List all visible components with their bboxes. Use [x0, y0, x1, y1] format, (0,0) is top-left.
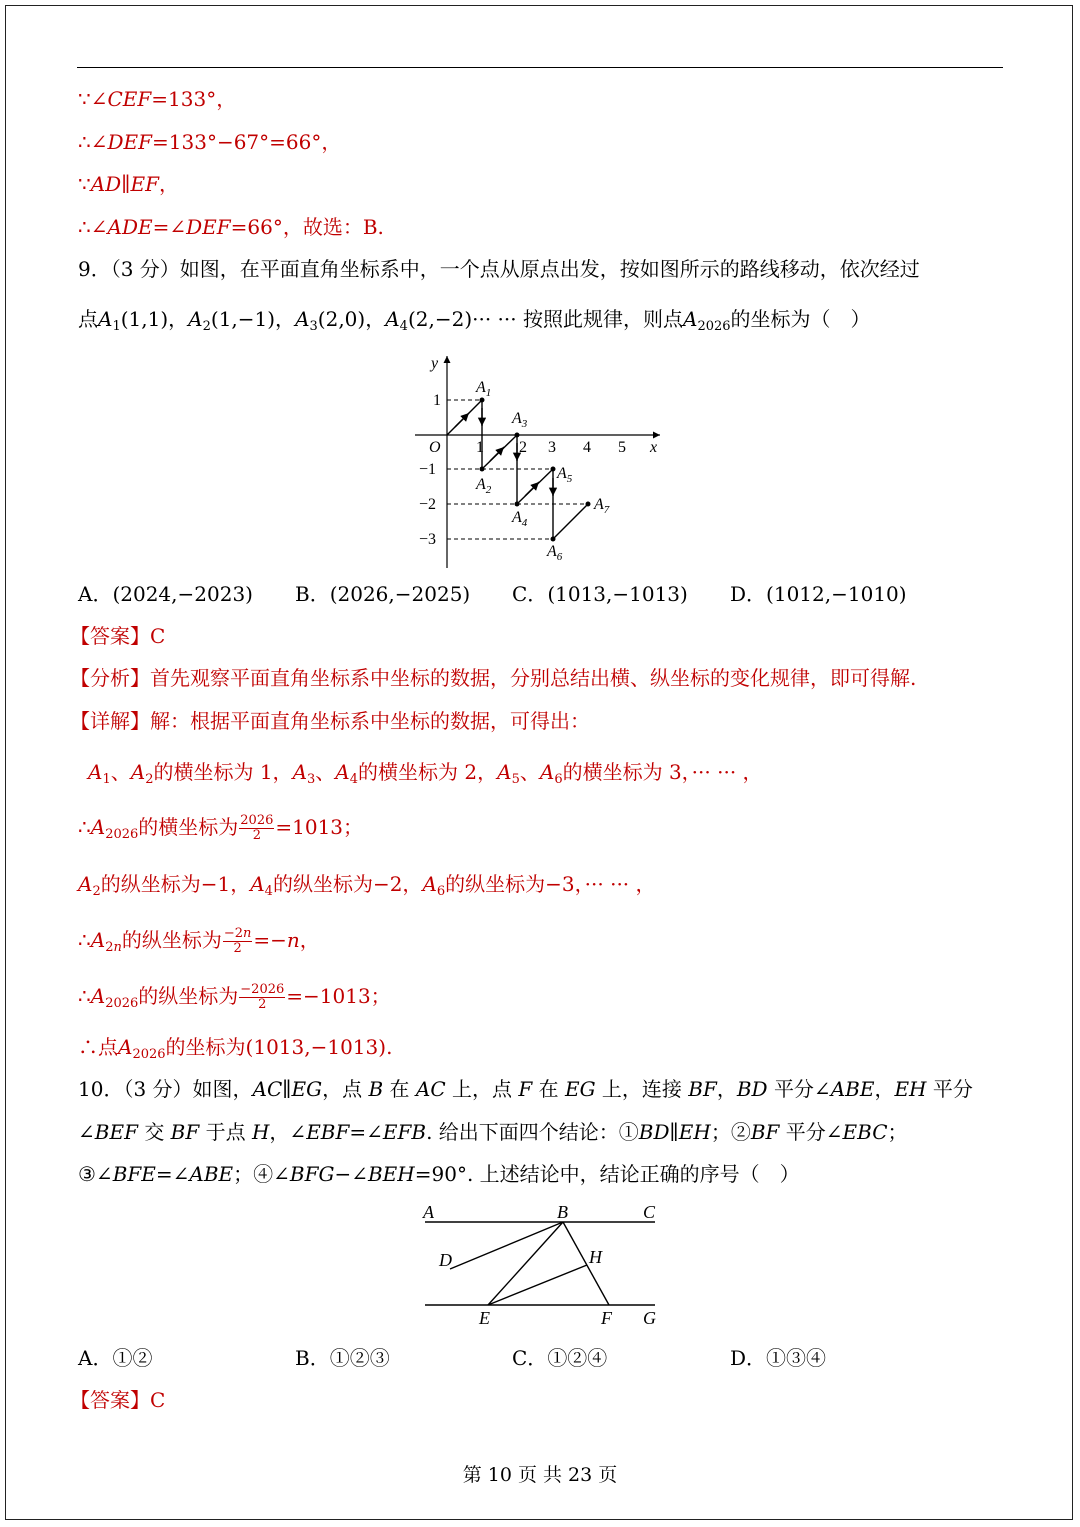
segment-name: EG [291, 1077, 323, 1101]
text: 点 [98, 1035, 118, 1059]
parallel-symbol: ∥ [669, 1120, 679, 1144]
text: ， [158, 172, 179, 196]
numerator-variable: n [243, 926, 252, 941]
y-tick-label: −1 [419, 461, 437, 478]
x-tick-label: 5 [618, 439, 626, 456]
x-tick-label: 1 [476, 439, 484, 456]
path-arrows [455, 408, 553, 496]
fraction [239, 983, 285, 1012]
numerator [223, 927, 253, 942]
angle-name: CEF [107, 87, 152, 111]
subscript: 3 [309, 319, 318, 334]
point-name: A [539, 760, 555, 784]
segment-name: AC [252, 1077, 283, 1101]
angle-symbol: ∠ [90, 87, 108, 111]
subscript: 1 [112, 319, 121, 334]
option-text: (2024,−2023) [112, 582, 253, 606]
option-text: ①②③ [329, 1346, 390, 1370]
subscript: 6 [436, 884, 446, 899]
q10-answer [70, 1387, 165, 1413]
text: ， [716, 1077, 737, 1101]
angle-name: EBF [306, 1120, 350, 1144]
coordinate: (1,1)， [120, 307, 189, 331]
text: 平分∠ [785, 1120, 843, 1144]
text: 的横坐标为 [138, 815, 239, 839]
angle-name: DEF [107, 130, 153, 154]
text: =∠ [349, 1120, 383, 1144]
option-letter: B． [295, 582, 330, 606]
q9-analysis [70, 665, 916, 691]
segment-eh [488, 1265, 587, 1305]
text: 、 [110, 760, 131, 784]
point-name: A [188, 307, 203, 331]
subscript: 1 [102, 772, 111, 787]
label-c: C [643, 1202, 656, 1222]
denominator: 2 [258, 997, 267, 1012]
detail-text: 解：根据平面直角坐标系中坐标的数据，可得出： [150, 709, 590, 733]
subscript: 6 [554, 772, 563, 787]
angle-name: ABE [830, 1077, 875, 1101]
segment-name: AD [90, 172, 122, 196]
therefore-symbol: ∴ [78, 130, 91, 154]
y-tick-label: 1 [433, 392, 441, 409]
therefore-symbol: ∴ [78, 984, 91, 1008]
text: 的纵坐标为 [121, 928, 222, 952]
label-h: H [589, 1247, 602, 1267]
angle-name: BFE [112, 1162, 156, 1186]
option-letter: B． [295, 1346, 330, 1370]
segment-be [488, 1222, 563, 1305]
point-name: A [250, 872, 265, 896]
prev-solution-line-4 [78, 214, 384, 240]
angle-name: EBC [842, 1120, 888, 1144]
subscript: 4 [349, 772, 359, 787]
text: ；④∠ [233, 1162, 290, 1186]
therefore-symbol: ∴ [78, 815, 91, 839]
x-tick-label: 2 [519, 439, 527, 456]
segment-name: AC [415, 1077, 446, 1101]
segment-name: BD [736, 1077, 768, 1101]
point-name: A [130, 760, 146, 784]
point-name: A [118, 1035, 133, 1059]
variable: n [286, 928, 300, 952]
option-letter: C． [512, 1346, 548, 1370]
point-label-a3: $A_3$ [512, 410, 528, 430]
point-name: A [295, 307, 310, 331]
option-text: (2026,−2025) [329, 582, 471, 606]
subscript: 4 [264, 884, 273, 899]
y-tick-label: −2 [419, 496, 437, 513]
point-name: H [251, 1120, 270, 1144]
q10-option-d[interactable] [730, 1345, 826, 1371]
q9-option-c[interactable] [512, 581, 688, 607]
q9-option-a[interactable] [78, 581, 253, 607]
angle-symbol: ∠ [90, 130, 108, 154]
text: ，点 [322, 1077, 363, 1101]
x-tick-label: 4 [583, 439, 591, 456]
angle-name: BFG [289, 1162, 335, 1186]
answer-tag: 【答案】 [70, 1388, 150, 1412]
coordinate: (2,−2)··· ··· [407, 307, 517, 331]
subscript [105, 940, 122, 955]
q9-stem-line-1: 9．（3 分）如图，在平面直角坐标系中，一个点从原点出发，按如图所示的路线移动，依次经过 [78, 257, 920, 281]
angle-symbol: ∠ [78, 1120, 95, 1144]
because-symbol: ∵ [78, 87, 91, 111]
q10-stem-line-2 [78, 1119, 908, 1145]
option-letter: A． [78, 1346, 113, 1370]
text: 的纵坐标为 [138, 984, 239, 1008]
q10-option-a[interactable] [78, 1345, 152, 1371]
text: 、 [519, 760, 540, 784]
point-name: A [88, 760, 103, 784]
text: 点 [78, 307, 98, 331]
angle-name: DEF [186, 215, 231, 239]
y-tick-label: −3 [419, 531, 437, 548]
angle-symbol: ∠ [169, 215, 187, 239]
prev-solution-line-2 [78, 129, 341, 155]
label-a: A [423, 1202, 434, 1222]
text: =90°. 上述结论中，结论正确的序号（ ） [414, 1162, 800, 1186]
numerator-number: −2 [223, 926, 244, 941]
option-letter: A． [78, 582, 113, 606]
text: =− [253, 928, 287, 952]
subscript: 2026 [105, 996, 139, 1011]
text: =∠ [155, 1162, 190, 1186]
subscript: 2 [145, 772, 154, 787]
subscript-number: 2 [105, 940, 114, 955]
text: 的纵坐标为−3，··· ··· ， [445, 872, 656, 896]
text: . 给出下面四个结论：① [426, 1120, 639, 1144]
segment-bf [563, 1222, 609, 1305]
point-label-a1: $A_1$ [476, 379, 492, 399]
subscript: 2 [202, 319, 211, 334]
angle-symbol: ∠ [90, 215, 108, 239]
q9-detail [70, 708, 590, 734]
label-d: D [439, 1250, 452, 1270]
text: 上，点 [452, 1077, 512, 1101]
denominator: 2 [233, 941, 242, 956]
text: 、 [315, 760, 336, 784]
subscript: 2026 [105, 827, 139, 842]
segment-bd [450, 1222, 563, 1269]
point-name: A [90, 815, 106, 839]
text: −∠ [334, 1162, 368, 1186]
point-name: A [292, 760, 308, 784]
q9-step-4 [78, 927, 320, 956]
text: 平分∠ [773, 1077, 831, 1101]
subscript-variable: n [113, 940, 122, 955]
x-axis-label: x [650, 439, 658, 456]
text: 的横坐标为 1， [153, 760, 293, 784]
text: =133°， [151, 87, 237, 111]
option-text: ①③④ [766, 1346, 827, 1370]
subscript: 2026 [697, 319, 731, 334]
text: ， [299, 928, 320, 952]
text: =1013； [275, 815, 364, 839]
text: 的纵坐标为−1， [100, 872, 251, 896]
text: 10．（3 分）如图， [78, 1077, 253, 1101]
segment-name: EF [130, 172, 159, 196]
text: ③∠ [78, 1162, 113, 1186]
coordinate: (1,−1)， [210, 307, 296, 331]
prev-solution-line-1 [78, 86, 236, 112]
q9-step-2 [78, 814, 363, 843]
numerator: −2026 [240, 982, 285, 997]
point-name: A [385, 307, 400, 331]
point-name: A [90, 984, 106, 1008]
therefore-symbol: ∴ [78, 1035, 98, 1059]
q9-step-1 [88, 759, 763, 785]
origin-label: O [429, 439, 441, 456]
option-letter: D． [730, 1346, 767, 1370]
option-text: (1013,−1013) [547, 582, 688, 606]
point-name: A [90, 928, 106, 952]
point-name: A [335, 760, 350, 784]
prev-solution-line-3 [78, 171, 179, 197]
point-name: A [78, 872, 93, 896]
segment-name: BD [638, 1120, 670, 1144]
text: ，∠ [269, 1120, 307, 1144]
label-g: G [643, 1308, 656, 1328]
q10-parallel-lines-figure [415, 1198, 675, 1330]
point-name: A [98, 307, 113, 331]
angle-name: BEH [367, 1162, 415, 1186]
denominator: 2 [252, 828, 261, 843]
parallel-symbol: ∥ [282, 1077, 292, 1101]
point-name: F [518, 1077, 533, 1101]
point-name: A [422, 872, 437, 896]
subscript: 2026 [132, 1047, 166, 1062]
segment-name: BF [688, 1077, 717, 1101]
q9-step-5 [78, 983, 391, 1012]
therefore-symbol: ∴ [78, 928, 91, 952]
text: 按照此规律，则点 [516, 307, 683, 331]
q9-answer [70, 623, 165, 649]
q9-coordinate-figure [405, 348, 675, 573]
option-letter: C． [512, 582, 548, 606]
text: 在 [538, 1077, 559, 1101]
text: 上，连接 [601, 1077, 682, 1101]
analysis-tag: 【分析】 [70, 666, 150, 690]
y-axis-label: y [431, 355, 439, 372]
analysis-text: 首先观察平面直角坐标系中坐标的数据，分别总结出横、纵坐标的变化规律，即可得解. [150, 666, 917, 690]
angle-name: ABE [189, 1162, 234, 1186]
fraction [239, 814, 274, 843]
text: 交 [144, 1120, 165, 1144]
therefore-symbol: ∴ [78, 215, 91, 239]
text: 平分 [932, 1077, 973, 1101]
point-name: B [368, 1077, 384, 1101]
text: 的坐标为(1013,−1013). [165, 1035, 393, 1059]
angle-name: ADE [107, 215, 153, 239]
parallel-symbol: ∥ [121, 172, 131, 196]
q10-stem-line-1 [78, 1076, 973, 1102]
answer-tag: 【答案】 [70, 624, 150, 648]
point-label-a2: $A_2$ [476, 476, 492, 496]
q10-option-c[interactable] [512, 1345, 607, 1371]
point-label-a7: $A_7$ [594, 496, 610, 516]
q10-stem-line-3 [78, 1161, 800, 1187]
subscript: 5 [511, 772, 520, 787]
label-b: B [557, 1202, 568, 1222]
q9-step-6 [78, 1034, 392, 1060]
point-name: A [497, 760, 512, 784]
answer-value: C [150, 624, 166, 648]
q9-option-d[interactable] [730, 581, 907, 607]
q9-option-b[interactable] [295, 581, 470, 607]
text: 的横坐标为 2， [358, 760, 498, 784]
segment-name: EH [678, 1120, 711, 1144]
point-label-a6: $A_6$ [547, 543, 563, 563]
text: 于点 [205, 1120, 246, 1144]
text: =−1013； [286, 984, 391, 1008]
text: ， [874, 1077, 895, 1101]
subscript: 4 [399, 319, 408, 334]
angle-name: BEF [94, 1120, 138, 1144]
x-tick-label: 3 [548, 439, 556, 456]
coordinate: (2,0)， [317, 307, 386, 331]
numerator: 2026 [240, 813, 274, 828]
because-symbol: ∵ [78, 172, 91, 196]
segment-name: BF [170, 1120, 200, 1144]
segment-name: EG [564, 1077, 596, 1101]
text: =133°−67°=66°， [152, 130, 342, 154]
page-footer: 第 10 页 共 23 页 [462, 1464, 618, 1486]
subscript: 2 [92, 884, 101, 899]
segment-name: EH [894, 1077, 927, 1101]
text: 的横坐标为 3，··· ··· ， [562, 760, 763, 784]
header-rule [77, 67, 1003, 68]
text: 的坐标为（ ） [730, 307, 871, 331]
text: =66°，故选：B. [230, 215, 384, 239]
q9-step-3 [78, 871, 656, 897]
detail-tag: 【详解】 [70, 709, 150, 733]
option-letter: D． [730, 582, 767, 606]
option-text: (1012,−1010) [766, 582, 907, 606]
q10-option-b[interactable] [295, 1345, 390, 1371]
text: = [152, 215, 170, 239]
option-text: ①②④ [547, 1346, 608, 1370]
label-e: E [479, 1308, 490, 1328]
point-label-a5: $A_5$ [557, 465, 573, 485]
angle-name: EFB [382, 1120, 427, 1144]
text: ；② [710, 1120, 751, 1144]
segment-name: BF [750, 1120, 780, 1144]
answer-value: C [150, 1388, 166, 1412]
point-label-a4: $A_4$ [512, 509, 528, 529]
subscript: 3 [307, 772, 316, 787]
text: 的纵坐标为−2， [272, 872, 423, 896]
fraction [223, 927, 253, 956]
text: ； [887, 1120, 908, 1144]
point-name: A [682, 307, 698, 331]
option-text: ①② [112, 1346, 153, 1370]
q9-stem-line-2 [78, 306, 871, 332]
label-f: F [601, 1308, 612, 1328]
text: 在 [389, 1077, 410, 1101]
